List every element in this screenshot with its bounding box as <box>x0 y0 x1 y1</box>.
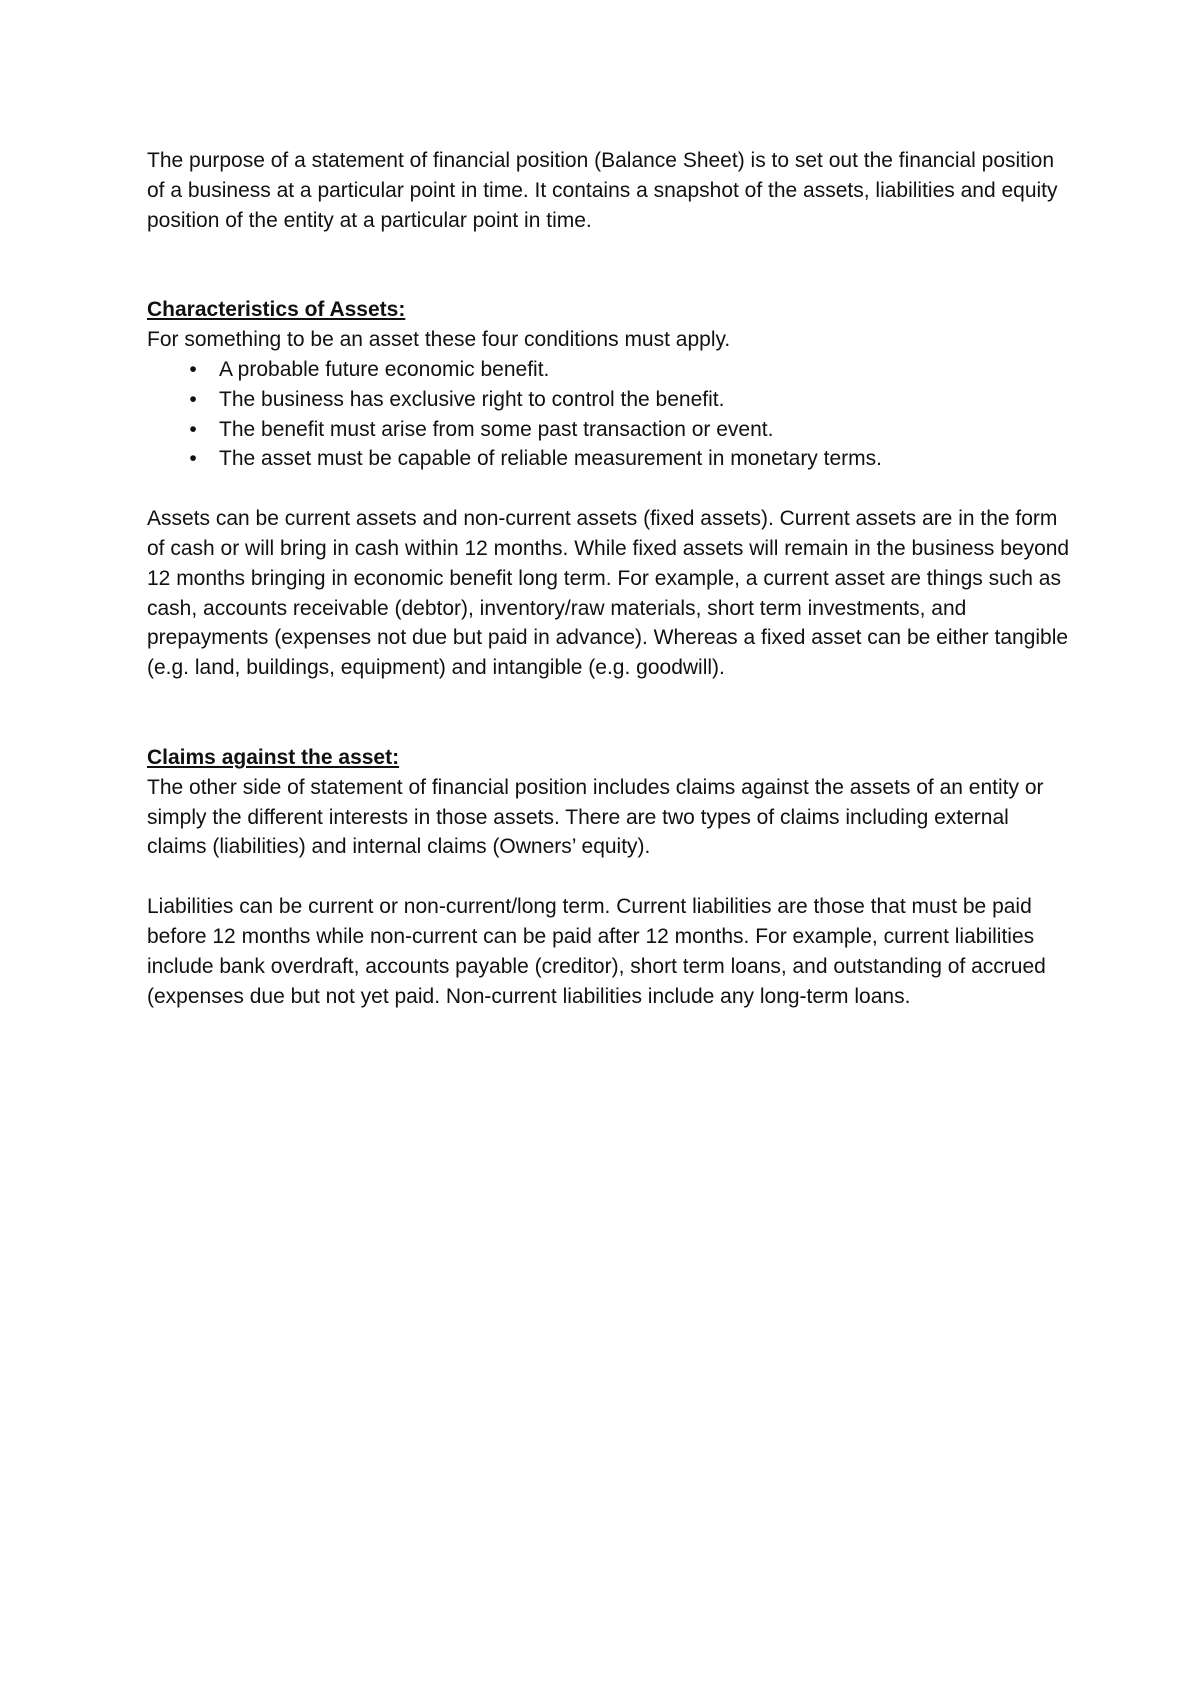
assets-section <box>147 295 1072 683</box>
claims-section <box>147 743 1072 1011</box>
document-page <box>147 146 1072 1011</box>
bullet-icon: • <box>189 447 197 471</box>
bullet-icon: • <box>189 417 197 441</box>
list-item <box>147 415 1072 445</box>
assets-paragraph: Assets can be current assets and non-current assets (fixed assets). Current assets are in the form of cash or will bring in cash within 12 months. While fixed assets will remain in the business beyond 12 months bringing in economic benefit long term. For example, a current asset are things such as cash, accounts receivable (debtor), inventory/raw materials, short term investments, and prepayments (expenses not due but paid in advance). Whereas a fixed asset can be either tangible (e.g. land, buildings, equipment) and intangible (e.g. goodwill). <box>147 507 1070 680</box>
liabilities-paragraph: Liabilities can be current or non-current/long term. Current liabilities are those that must be paid before 12 months while non-current can be paid after 12 months. For example, current liabilities include bank overdraft, accounts payable (creditor), short term loans, and outstanding of accrued (expenses due but not yet paid. Non-current liabilities include any long-term loans. <box>147 895 1046 1008</box>
bullet-icon: • <box>189 357 197 381</box>
assets-heading: Characteristics of Assets: <box>147 298 406 322</box>
bullet-icon: • <box>189 387 197 411</box>
list-item-text: A probable future economic benefit. <box>219 357 550 381</box>
asset-conditions-list <box>147 355 1072 474</box>
list-item-text: The business has exclusive right to control the benefit. <box>219 387 725 411</box>
claims-heading: Claims against the asset: <box>147 745 400 769</box>
list-item <box>147 444 1072 474</box>
assets-lead: For something to be an asset these four conditions must apply. <box>147 328 731 352</box>
list-item-text: The benefit must arise from some past transaction or event. <box>219 417 774 441</box>
claims-paragraph: The other side of statement of financial position includes claims against the assets of an entity or simply the different interests in those assets. There are two types of claims including external claims (liabilities) and internal claims (Owners’ equity). <box>147 775 1044 859</box>
list-item <box>147 355 1072 385</box>
intro-paragraph: The purpose of a statement of financial position (Balance Sheet) is to set out the financial position of a business at a particular point in time. It contains a snapshot of the assets, liabilities and equity position of the entity at a particular point in time. <box>147 149 1058 232</box>
list-item <box>147 385 1072 415</box>
list-item-text: The asset must be capable of reliable measurement in monetary terms. <box>219 447 882 471</box>
